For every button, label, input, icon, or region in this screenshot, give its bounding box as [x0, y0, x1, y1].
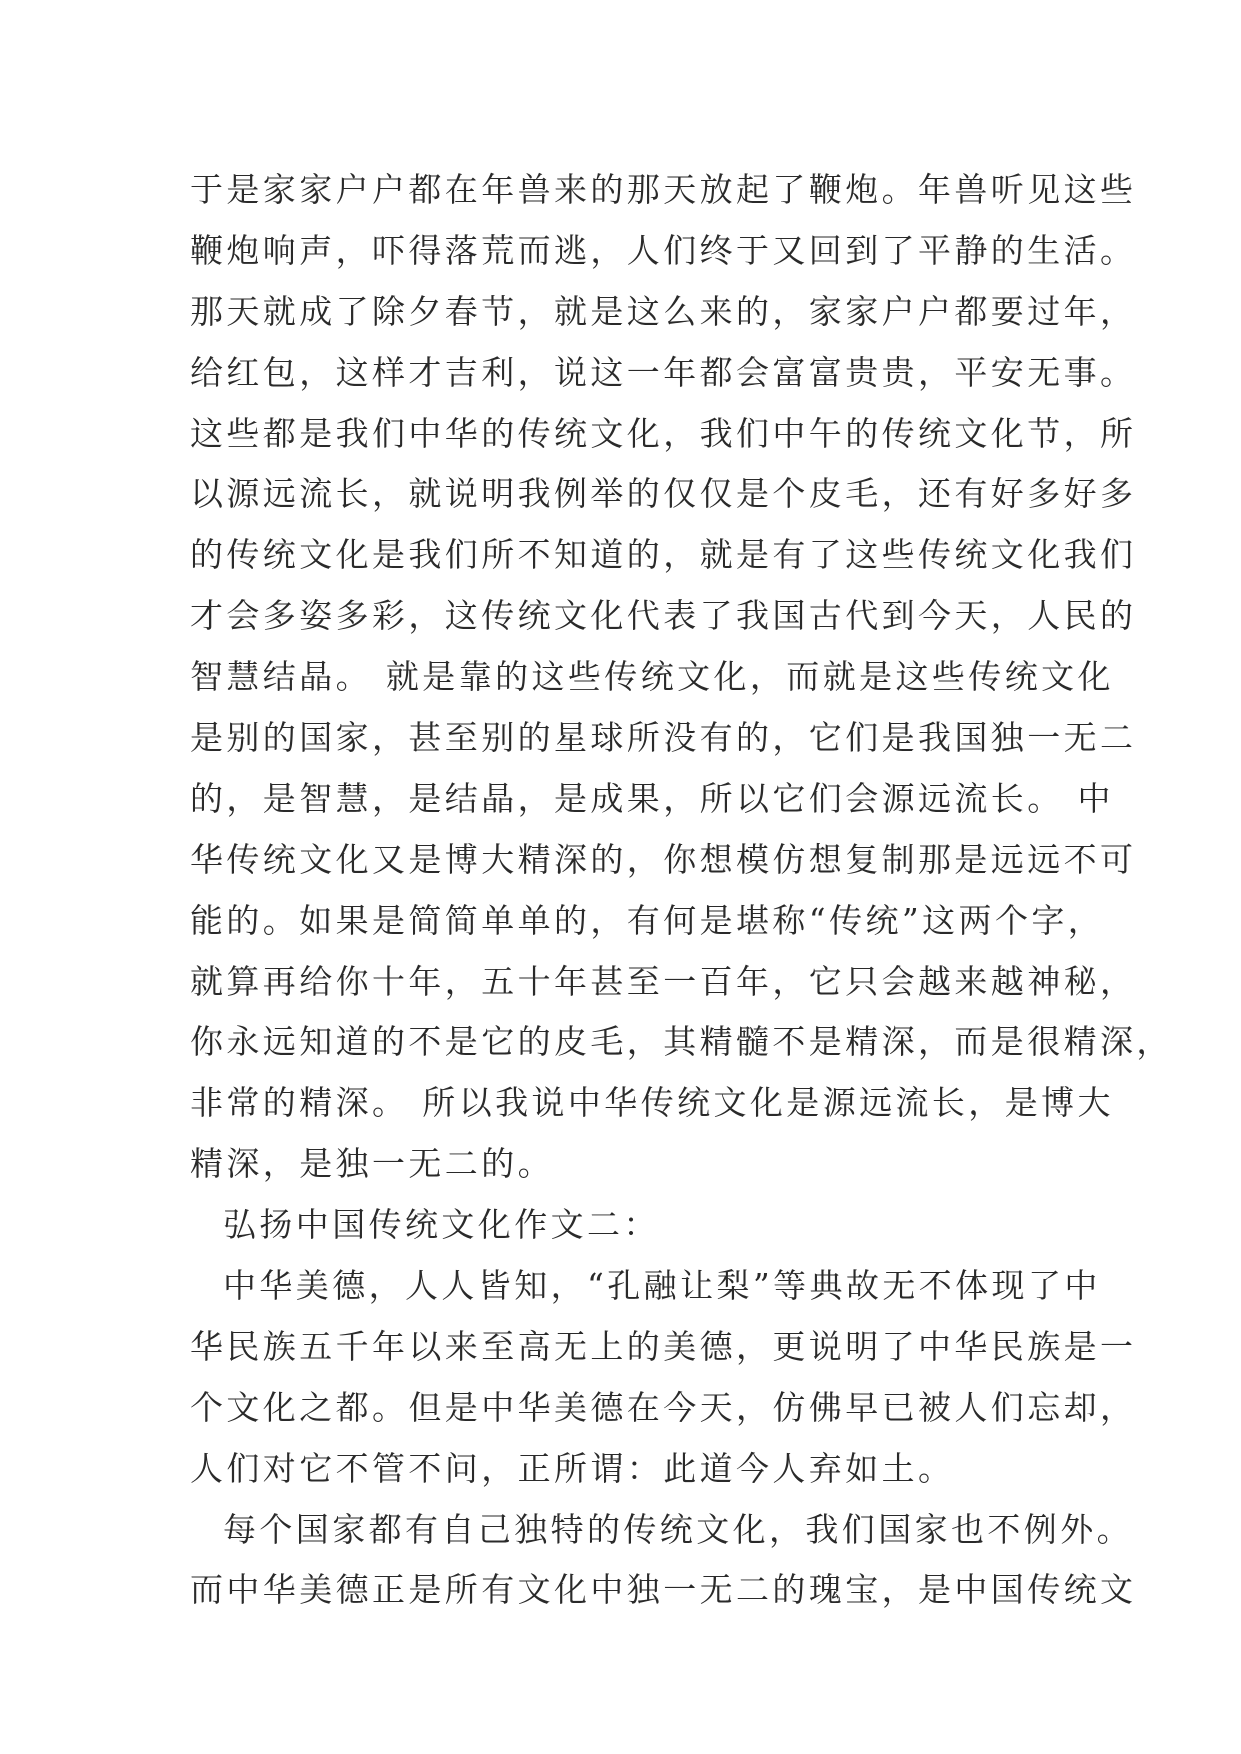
text-line: 的传统文化是我们所不知道的，就是有了这些传统文化我们 [190, 535, 1137, 575]
text-line: 鞭炮响声，吓得落荒而逃，人们终于又回到了平静的生活。 [190, 230, 1137, 270]
text-line: 智慧结晶。 就是靠的这些传统文化，而就是这些传统文化 [190, 657, 1114, 697]
text-line: 能的。如果是简简单单的，有何是堪称“传统”这两个字， [190, 900, 1105, 940]
text-line: 而中华美德正是所有文化中独一无二的瑰宝，是中国传统文 [190, 1570, 1137, 1610]
text-line: 给红包，这样才吉利，说这一年都会富富贵贵，平安无事。 [190, 352, 1137, 392]
text-line: 那天就成了除夕春节，就是这么来的，家家户户都要过年， [190, 291, 1137, 331]
text-line: 华民族五千年以来至高无上的美德，更说明了中华民族是一 [190, 1326, 1137, 1366]
text-line: 人们对它不管不问，正所谓：此道今人弃如土。 [190, 1448, 955, 1488]
paragraph-first-line: 中华美德，人人皆知，“孔融让梨”等典故无不体现了中 [223, 1266, 1101, 1306]
text-line: 的，是智慧，是结晶，是成果，所以它们会源远流长。 中 [190, 778, 1114, 818]
text-line: 这些都是我们中华的传统文化，我们中午的传统文化节，所 [190, 413, 1137, 453]
text-line: 个文化之都。但是中华美德在今天，仿佛早已被人们忘却， [190, 1387, 1137, 1427]
text-line: 非常的精深。 所以我说中华传统文化是源远流长，是博大 [190, 1083, 1114, 1123]
paragraph-first-line: 每个国家都有自己独特的传统文化，我们国家也不例外。 [223, 1509, 1133, 1549]
text-line: 精深，是独一无二的。 [190, 1144, 554, 1184]
text-line: 于是家家户户都在年兽来的那天放起了鞭炮。年兽听见这些 [190, 170, 1137, 209]
text-line: 华传统文化又是博大精深的，你想模仿想复制那是远远不可 [190, 839, 1137, 879]
text-line: 你永远知道的不是它的皮毛，其精髓不是精深，而是很精深， [190, 1022, 1173, 1062]
text-line: 以源远流长，就说明我例举的仅仅是个皮毛，还有好多好多 [190, 474, 1137, 514]
essay-text [190, 160, 1173, 1621]
text-line: 就算再给你十年，五十年甚至一百年，它只会越来越神秘， [190, 961, 1137, 1001]
text-line: 才会多姿多彩，这传统文化代表了我国古代到今天，人民的 [190, 596, 1137, 636]
paragraph-first-line: 弘扬中国传统文化作文二： [223, 1205, 660, 1245]
text-line: 是别的国家，甚至别的星球所没有的，它们是我国独一无二 [190, 718, 1137, 758]
